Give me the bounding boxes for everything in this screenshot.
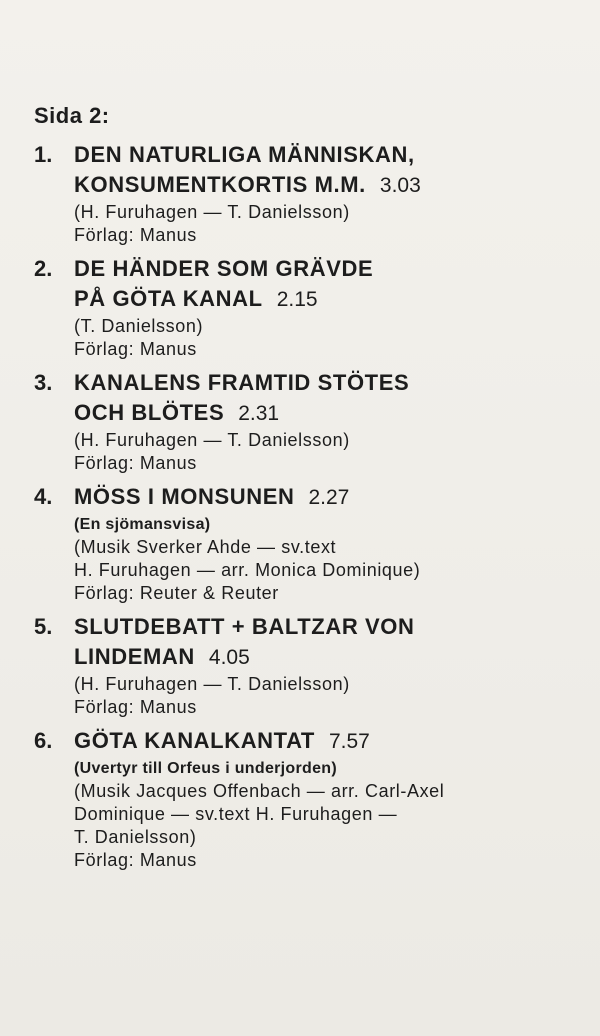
track-title-text: PÅ GÖTA KANAL [74, 286, 263, 311]
track-item [34, 368, 596, 475]
track-duration: 2.27 [308, 486, 350, 509]
track-credit: T. Danielsson) [74, 827, 197, 847]
track-publisher: Förlag: Manus [74, 339, 197, 359]
track-number: 1. [34, 142, 53, 167]
track-publisher: Förlag: Manus [74, 850, 197, 870]
track-duration: 3.03 [379, 174, 421, 197]
track-title-line: KANALENS FRAMTID STÖTES [74, 370, 410, 395]
track-number: 3. [34, 370, 53, 395]
track-credit: (H. Furuhagen — T. Danielsson) [74, 430, 350, 450]
track-item [34, 482, 596, 605]
track-title-text: MÖSS I MONSUNEN [74, 484, 295, 509]
track-credit: H. Furuhagen — arr. Monica Dominique) [74, 560, 421, 580]
track-title-text: LINDEMAN [74, 644, 195, 669]
track-title-line [74, 642, 596, 673]
side-heading: Sida 2: [34, 103, 110, 128]
track-subtitle: (Uvertyr till Orfeus i underjorden) [74, 760, 337, 777]
track-title-line: DE HÄNDER SOM GRÄVDE [74, 256, 374, 281]
track-publisher: Förlag: Manus [74, 697, 197, 717]
track-list [34, 140, 596, 879]
track-subtitle: (En sjömansvisa) [74, 516, 211, 533]
track-title-line [74, 398, 596, 429]
track-title-text: GÖTA KANALKANTAT [74, 728, 315, 753]
track-title-line [74, 170, 596, 201]
track-item [34, 612, 596, 719]
track-number: 4. [34, 484, 53, 509]
track-number: 2. [34, 256, 53, 281]
track-title-line [74, 482, 596, 513]
track-title-line: DEN NATURLIGA MÄNNISKAN, [74, 142, 415, 167]
track-duration: 2.31 [238, 402, 280, 425]
track-credit: (T. Danielsson) [74, 316, 204, 336]
track-duration: 7.57 [328, 730, 370, 753]
track-item [34, 726, 596, 872]
track-duration: 4.05 [208, 646, 250, 669]
track-publisher: Förlag: Manus [74, 225, 197, 245]
track-credit: (Musik Jacques Offenbach — arr. Carl-Axel [74, 781, 445, 801]
track-publisher: Förlag: Reuter & Reuter [74, 583, 279, 603]
track-title-text: OCH BLÖTES [74, 400, 225, 425]
track-title-line [74, 284, 596, 315]
track-publisher: Förlag: Manus [74, 453, 197, 473]
track-number: 6. [34, 728, 53, 753]
track-item [34, 254, 596, 361]
track-duration: 2.15 [276, 288, 318, 311]
track-credit: (H. Furuhagen — T. Danielsson) [74, 674, 350, 694]
track-number: 5. [34, 614, 53, 639]
track-title-line [74, 726, 596, 757]
track-title-line: SLUTDEBATT + BALTZAR VON [74, 614, 415, 639]
track-credit: Dominique — sv.text H. Furuhagen — [74, 804, 398, 824]
track-credit: (Musik Sverker Ahde — sv.text [74, 537, 337, 557]
track-title-text: KONSUMENTKORTIS M.M. [74, 172, 366, 197]
track-credit: (H. Furuhagen — T. Danielsson) [74, 202, 350, 222]
track-item [34, 140, 596, 247]
